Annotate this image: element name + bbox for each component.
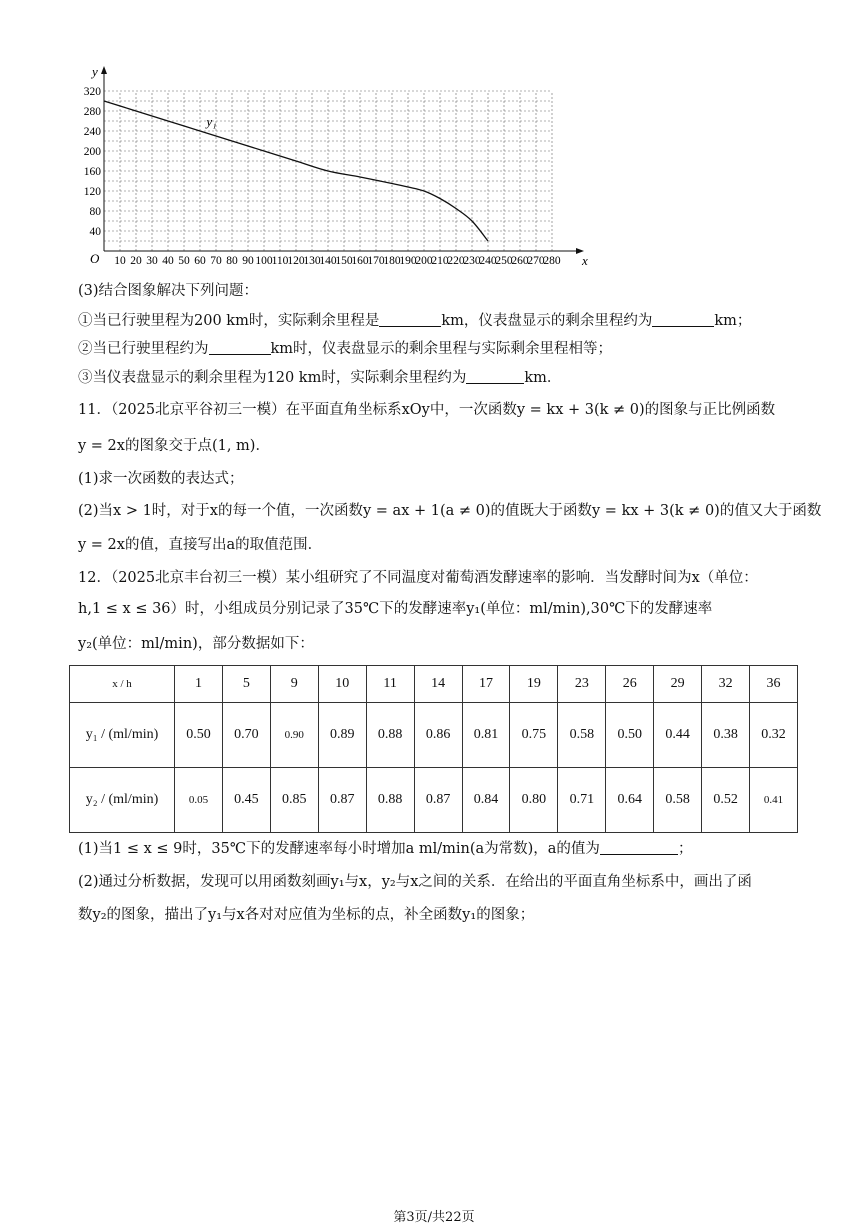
table-cell: 0.45 xyxy=(222,768,270,833)
table-cell: 0.71 xyxy=(558,768,606,833)
q12-part2-a: (2)通过分析数据，发现可以用函数刻画y₁与x，y₂与x之间的关系．在给出的平面直角坐标系中，画出了函 xyxy=(78,874,752,890)
x-tick-label: 280 xyxy=(543,255,561,267)
table-cell: 1 xyxy=(175,666,223,703)
y-axis-label: y xyxy=(92,64,98,79)
x-tick-label: 130 xyxy=(303,255,321,267)
table-row-label: y₁ / (ml/min) xyxy=(70,703,175,768)
series-label-y1: y₁ xyxy=(206,114,217,129)
table-cell: 0.44 xyxy=(654,703,702,768)
x-tick-label: 50 xyxy=(178,255,190,267)
table-cell: 0.80 xyxy=(510,768,558,833)
table-cell: 14 xyxy=(414,666,462,703)
table-cell: 0.70 xyxy=(222,703,270,768)
q3-line3-a: ③当仪表盘显示的剩余里程为120 km时，实际剩余里程约为 xyxy=(78,370,467,386)
table-cell: 17 xyxy=(462,666,510,703)
origin-label: O xyxy=(90,251,100,266)
table-cell: x / h xyxy=(70,666,175,703)
x-tick-label: 240 xyxy=(479,255,497,267)
table-cell: 0.50 xyxy=(175,703,223,768)
q12-part1-a: (1)当1 ≤ x ≤ 9时，35℃下的发酵速率每小时增加a ml/min(a为常数)，a的值为 xyxy=(78,841,600,857)
q3-line1-c: km； xyxy=(714,313,752,329)
table-cell: 0.58 xyxy=(558,703,606,768)
x-tick-label: 40 xyxy=(162,255,174,267)
table-cell: 32 xyxy=(702,666,750,703)
q12-line1: 12．（2025北京丰台初三一模）某小组研究了不同温度对葡萄酒发酵速率的影响．当发酵时间为x（单位： xyxy=(78,570,758,586)
x-tick-label: 70 xyxy=(210,255,222,267)
q12-line3: y₂(单位：ml/min)，部分数据如下： xyxy=(78,636,314,652)
x-tick-label: 110 xyxy=(271,255,289,267)
table-cell: 0.32 xyxy=(750,703,798,768)
x-tick-label: 250 xyxy=(495,255,513,267)
q3-line2 xyxy=(78,339,612,359)
x-tick-label: 20 xyxy=(130,255,142,267)
table-cell: 5 xyxy=(222,666,270,703)
x-tick-label: 220 xyxy=(447,255,465,267)
table-cell: 10 xyxy=(318,666,366,703)
table-cell: 0.90 xyxy=(270,703,318,768)
x-tick-label: 10 xyxy=(114,255,126,267)
table-cell: 0.87 xyxy=(318,768,366,833)
x-tick-label: 190 xyxy=(399,255,417,267)
q3-line1-b: km，仪表盘显示的剩余里程约为 xyxy=(441,313,653,329)
q3-line1-a: ①当已行驶里程为200 km时，实际剩余里程是 xyxy=(78,313,380,329)
page-footer: 第3页/共22页 xyxy=(393,1210,475,1225)
q3-line3 xyxy=(78,368,561,388)
answer-blank[interactable] xyxy=(652,312,714,327)
y-tick-label: 240 xyxy=(83,126,101,138)
table-cell: 0.05 xyxy=(175,768,223,833)
chart-axes xyxy=(101,66,584,254)
x-tick-label: 100 xyxy=(255,255,273,267)
table-cell: 0.50 xyxy=(606,703,654,768)
q3-line2-b: km时，仪表盘显示的剩余里程与实际剩余里程相等； xyxy=(270,341,613,357)
x-axis-label: x xyxy=(582,253,588,267)
x-tick-label: 140 xyxy=(319,255,337,267)
x-tick-label: 150 xyxy=(335,255,353,267)
table-cell: 0.38 xyxy=(702,703,750,768)
table-cell: 9 xyxy=(270,666,318,703)
y-tick-label: 320 xyxy=(83,86,101,98)
table-cell: 0.88 xyxy=(366,703,414,768)
table-cell: 23 xyxy=(558,666,606,703)
x-tick-label: 160 xyxy=(351,255,369,267)
y-tick-label: 40 xyxy=(89,226,101,238)
x-tick-label: 210 xyxy=(431,255,449,267)
q3-line2-a: ②当已行驶里程约为 xyxy=(78,341,209,357)
q12-line2: h,1 ≤ x ≤ 36）时，小组成员分别记录了35℃下的发酵速率y₁(单位：ml/min),30℃下的发酵速率 xyxy=(78,601,713,617)
x-tick-label: 170 xyxy=(367,255,385,267)
q11-part2-a: (2)当x > 1时，对于x的每一个值，一次函数y = ax + 1(a ≠ 0)的值既大于函数y = kx + 3(k ≠ 0)的值又大于函数 xyxy=(78,503,822,519)
x-tick-label: 30 xyxy=(146,255,158,267)
table-cell: 0.88 xyxy=(366,768,414,833)
data-table xyxy=(69,665,798,833)
x-tick-label: 230 xyxy=(463,255,481,267)
x-tick-label: 270 xyxy=(527,255,545,267)
table-cell: 11 xyxy=(366,666,414,703)
x-tick-labels xyxy=(114,255,561,267)
answer-blank[interactable] xyxy=(379,312,441,327)
remaining-mileage-chart xyxy=(70,62,690,267)
table-cell: 0.87 xyxy=(414,768,462,833)
answer-blank[interactable] xyxy=(209,340,271,355)
table-cell: 0.58 xyxy=(654,768,702,833)
x-tick-label: 180 xyxy=(383,255,401,267)
table-cell: 0.64 xyxy=(606,768,654,833)
q11-part2-b: y = 2x的值，直接写出a的取值范围． xyxy=(78,537,323,553)
table-cell: 0.86 xyxy=(414,703,462,768)
table-cell: 0.41 xyxy=(750,768,798,833)
table-cell: 0.84 xyxy=(462,768,510,833)
q12-part2-b: 数y₂的图象，描出了y₁与x各对对应值为坐标的点，补全函数y₁的图象； xyxy=(78,907,535,923)
table-cell: 0.85 xyxy=(270,768,318,833)
x-tick-label: 90 xyxy=(242,255,254,267)
table-cell: 0.89 xyxy=(318,703,366,768)
table-cell: 0.81 xyxy=(462,703,510,768)
table-row-header xyxy=(70,666,798,703)
x-tick-label: 120 xyxy=(287,255,305,267)
table-cell: 26 xyxy=(606,666,654,703)
y-tick-label: 160 xyxy=(83,166,101,178)
q3-line3-b: km． xyxy=(524,370,562,386)
q11-line1: 11．（2025北京平谷初三一模）在平面直角坐标系xOy中，一次函数y = kx + 3(k ≠ 0)的图象与正比例函数 xyxy=(78,402,776,418)
y-tick-label: 120 xyxy=(83,186,101,198)
answer-blank[interactable] xyxy=(466,369,524,384)
table-cell: 0.52 xyxy=(702,768,750,833)
q12-part1-b: ； xyxy=(677,841,693,857)
x-tick-label: 260 xyxy=(511,255,529,267)
y-tick-label: 80 xyxy=(89,206,101,218)
q11-part1: (1)求一次函数的表达式； xyxy=(78,471,244,487)
y-tick-labels xyxy=(84,86,102,238)
x-tick-label: 200 xyxy=(415,255,433,267)
x-tick-label: 80 xyxy=(226,255,238,267)
table-row-y2 xyxy=(70,768,798,833)
y-tick-label: 200 xyxy=(83,146,101,158)
table-row-label: y₂ / (ml/min) xyxy=(70,768,175,833)
q12-part1 xyxy=(78,839,692,859)
table-cell: 19 xyxy=(510,666,558,703)
x-tick-label: 60 xyxy=(194,255,206,267)
table-cell: 29 xyxy=(654,666,702,703)
y-tick-label: 280 xyxy=(83,106,101,118)
answer-blank[interactable] xyxy=(600,840,678,855)
q11-line2: y = 2x的图象交于点(1, m)． xyxy=(78,438,270,454)
table-row-y1 xyxy=(70,703,798,768)
table-cell: 0.75 xyxy=(510,703,558,768)
q3-line1 xyxy=(78,311,751,331)
q3-intro: (3)结合图象解决下列问题： xyxy=(78,283,259,299)
y-axis-arrow xyxy=(101,66,107,74)
table-cell: 36 xyxy=(750,666,798,703)
